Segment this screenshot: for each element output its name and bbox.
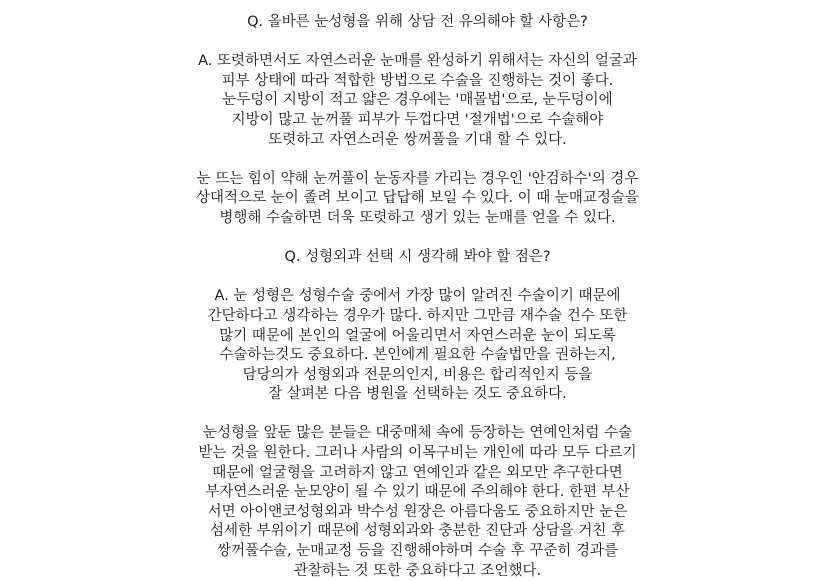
text-line: 간단하다고 생각하는 경우가 많다. 하지만 그만큼 재수술 건수 또한 (207, 307, 628, 324)
answer-1-paragraph-1 (0, 52, 835, 150)
text-line: 관찰하는 것 또한 중요하다고 조언했다. (293, 562, 542, 579)
text-line: 서면 아이앤코성형외과 박수성 원장은 아름다움도 중요하지만 눈은 (207, 503, 628, 520)
text-line: 쌍꺼풀수술, 눈매교정 등을 진행해야하며 수술 후 꾸준히 경과를 (216, 543, 619, 560)
text-line: 눈성형을 앞둔 많은 분들은 대중매체 속에 등장하는 연예인처럼 수술 (202, 425, 633, 442)
article-body (0, 13, 835, 581)
text-line: 지방이 많고 눈꺼풀 피부가 두껍다면 '절개법'으로 수술해야 (231, 111, 604, 128)
text-line: 눈두덩이 지방이 적고 얇은 경우에는 '매몰법'으로, 눈두덩이에 (222, 92, 613, 109)
answer-2-paragraph-2 (0, 424, 835, 581)
text-line: 섬세한 부위이기 때문에 성형외과와 충분한 진단과 상담을 거친 후 (209, 523, 626, 540)
text-line: 많기 때문에 본인의 얼굴에 어울리면서 자연스러운 눈이 되도록 (219, 327, 616, 344)
text-line: 또렷하고 자연스러운 쌍꺼풀을 기대 할 수 있다. (268, 131, 567, 148)
text-line: 잘 살펴본 다음 병원을 선택하는 것도 중요하다. (268, 386, 567, 403)
text-line: 때문에 얼굴형을 고려하지 않고 연예인과 같은 외모만 추구한다면 (212, 464, 623, 481)
text-line: A. 또렷하면서도 자연스러운 눈매를 완성하기 위해서는 자신의 얼굴과 (198, 53, 637, 70)
text-line: 눈 뜨는 힘이 약해 눈꺼풀이 눈동자를 가리는 경우인 '안검하수'의 경우 (196, 170, 639, 187)
paragraph-gap (0, 229, 835, 249)
answer-1-paragraph-2 (0, 170, 835, 229)
text-line: 병행해 수술하면 더욱 또렷하고 생기 있는 눈매를 얻을 수 있다. (219, 209, 616, 226)
paragraph-gap (0, 150, 835, 170)
question-2-text: Q. 성형외과 선택 시 생각해 봐야 할 점은? (284, 249, 551, 266)
question-2 (0, 248, 835, 268)
paragraph-gap (0, 33, 835, 53)
text-line: 담당의가 성형외과 전문의인지, 비용은 합리적인지 등을 (242, 366, 593, 383)
paragraph-gap (0, 268, 835, 288)
text-line: 부자연스러운 눈모양이 될 수 있기 때문에 주의해야 한다. 한편 부산 (205, 484, 630, 501)
text-line: 상대적으로 눈이 졸려 보이고 답답해 보일 수 있다. 이 때 눈매교정술을 (196, 190, 639, 207)
question-1-text: Q. 올바른 눈성형을 위해 상담 전 유의해야 할 사항은? (247, 14, 588, 30)
paragraph-gap (0, 405, 835, 425)
question-1 (0, 13, 835, 33)
text-line: 수술하는것도 중요하다. 본인에게 필요한 수술법만을 권하는지, (219, 347, 616, 364)
text-line: A. 눈 성형은 성형수술 중에서 가장 많이 알려진 수술이기 때문에 (214, 288, 621, 305)
answer-2-paragraph-1 (0, 287, 835, 405)
text-line: 받는 것을 원한다. 그러나 사람의 이목구비는 개인에 따라 모두 다르기 (198, 445, 637, 462)
text-line: 피부 상태에 따라 적합한 방법으로 수술을 진행하는 것이 좋다. (221, 72, 614, 89)
